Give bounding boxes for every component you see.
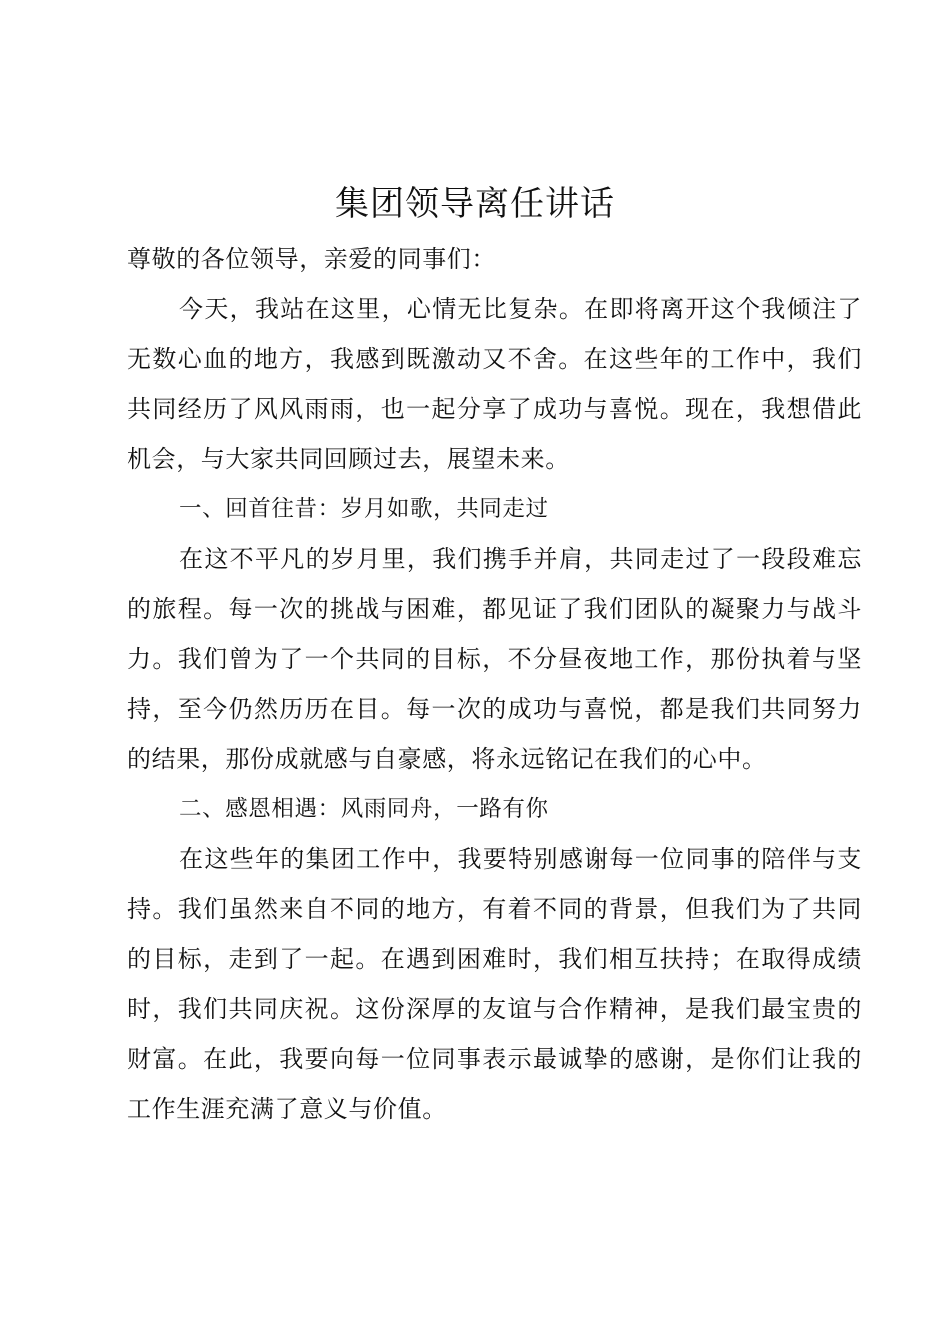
section-heading-1: 一、回首往昔：岁月如歌，共同走过 [179, 496, 549, 522]
paragraph-section-1: 在这不平凡的岁月里，我们携手并肩，共同走过了一段段难忘的旅程。每一次的挑战与困难，都见证了我们团队的凝聚力与战斗力。我们曾为了一个共同的目标，不分昼夜地工作，那份执着与坚持，至今仍然历历在目。每一次的成功与喜悦，都是我们共同努力的结果，那份成就感与自豪感，将永远铭记在我们的心中。 [127, 545, 862, 773]
document-body [127, 234, 862, 1134]
document-title: 集团领导离任讲话 [335, 184, 615, 224]
salutation: 尊敬的各位领导，亲爱的同事们： [127, 245, 496, 273]
paragraph-section-2: 在这些年的集团工作中，我要特别感谢每一位同事的陪伴与支持。我们虽然来自不同的地方，有着不同的背景，但我们为了共同的目标，走到了一起。在遇到困难时，我们相互扶持；在取得成绩时，我们共同庆祝。这份深厚的友谊与合作精神，是我们最宝贵的财富。在此，我要向每一位同事表示最诚挚的感谢，是你们让我的工作生涯充满了意义与价值。 [127, 845, 862, 1123]
section-heading-2: 二、感恩相遇：风雨同舟，一路有你 [179, 796, 549, 822]
paragraph-intro: 今天，我站在这里，心情无比复杂。在即将离开这个我倾注了无数心血的地方，我感到既激动又不舍。在这些年的工作中，我们共同经历了风风雨雨，也一起分享了成功与喜悦。现在，我想借此机会，与大家共同回顾过去，展望未来。 [127, 295, 862, 473]
